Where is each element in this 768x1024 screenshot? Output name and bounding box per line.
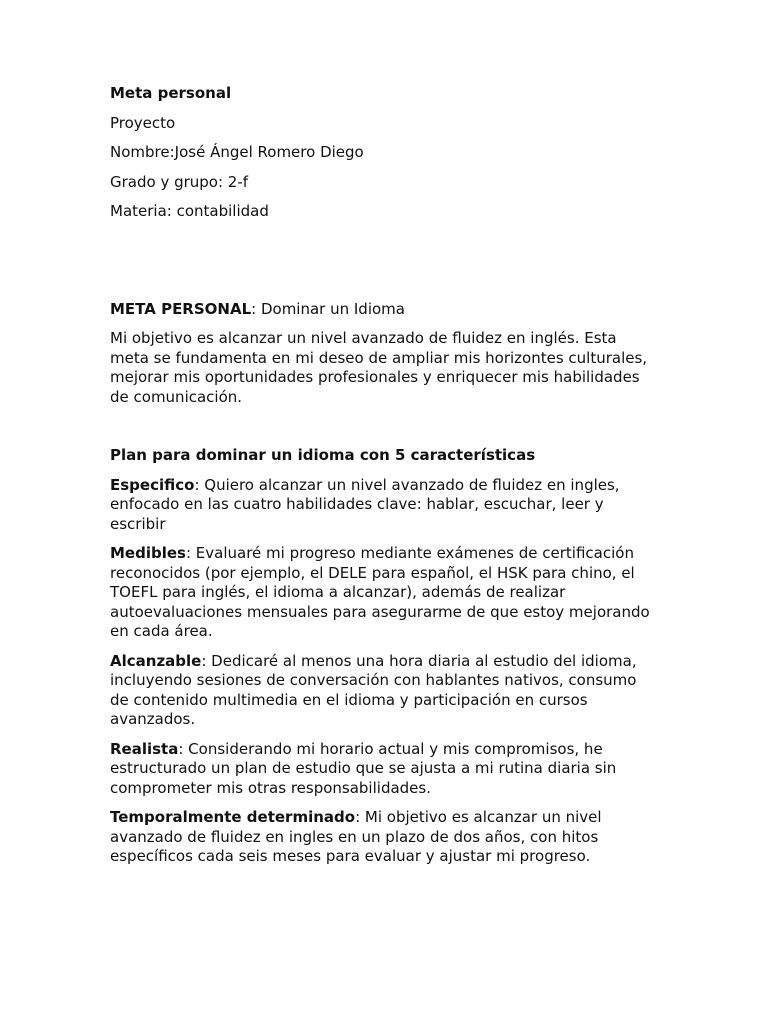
plan-item-temporal — [110, 808, 655, 867]
plan-item-label: Alcanzable — [110, 651, 202, 670]
plan-item-alcanzable — [110, 652, 655, 730]
plan-item-realista — [110, 740, 655, 799]
plan-title: Plan para dominar un idioma con 5 características — [110, 446, 536, 464]
plan-item-label: Especifico — [110, 475, 195, 494]
document-title: Meta personal — [110, 84, 232, 102]
plan-item-text: : Dedicaré al menos una hora diaria al estudio del idioma, incluyendo sesiones de conversación con hablantes nativos, consumo de contenido multimedia en el idioma y participación en cursos avanzados. — [110, 651, 637, 728]
name-line: Nombre:José Ángel Romero Diego — [110, 143, 364, 161]
subject-line: Materia: contabilidad — [110, 202, 269, 220]
goal-label: META PERSONAL — [110, 299, 252, 318]
plan-item-text: : Quiero alcanzar un nivel avanzado de fluidez en ingles, enfocado en las cuatro habilidades clave: hablar, escuchar, leer y escribir — [110, 475, 620, 533]
goal-description: Mi objetivo es alcanzar un nivel avanzado de fluidez en inglés. Esta meta se fundamenta en mi deseo de ampliar mis horizontes culturales, mejorar mis oportunidades profesionales y enriquecer mis habilidades de comunicación. — [110, 329, 648, 406]
plan-item-text: : Considerando mi horario actual y mis compromisos, he estructurado un plan de estudio que se ajusta a mi rutina diaria sin comprometer mis otras responsabilidades. — [110, 739, 617, 797]
plan-item-label: Temporalmente determinado — [110, 808, 356, 826]
plan-item-text: : Evaluaré mi progreso mediante exámenes de certificación reconocidos (por ejemplo, el DELE para español, el HSK para chino, el TOEFL para inglés, el idioma a alcanzar), además de realizar autoevaluaciones mensuales para asegurarme de que estoy mejorando en cada área. — [110, 544, 650, 640]
document-body — [110, 84, 655, 877]
blank-space — [110, 232, 655, 300]
plan-item-text: : Mi objetivo es alcanzar un nivel avanzado de fluidez en ingles en un plazo de dos años, con hitos específicos cada seis meses para evaluar y ajustar mi progreso. — [110, 808, 602, 865]
plan-item-label: Realista — [110, 739, 179, 758]
plan-item-medibles — [110, 544, 655, 642]
grade-line: Grado y grupo: 2-f — [110, 172, 249, 191]
project-line: Proyecto — [110, 113, 176, 132]
goal-value: : Dominar un Idioma — [251, 299, 405, 318]
plan-item-label: Medibles — [110, 544, 186, 562]
plan-item-especifico — [110, 476, 655, 535]
goal-heading — [110, 300, 655, 320]
